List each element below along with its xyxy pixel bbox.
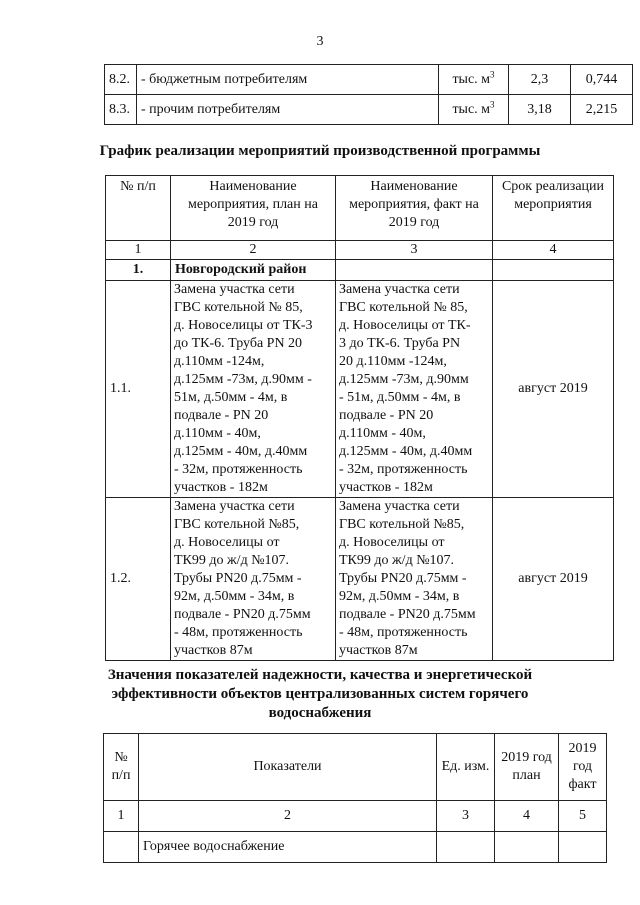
header-num: № п/п (104, 734, 139, 801)
row-number: 1.1. (106, 281, 171, 498)
plan-value: 3,18 (509, 95, 571, 125)
col-number: 3 (437, 801, 495, 832)
table-header-row (106, 176, 614, 241)
fact-value (559, 832, 607, 863)
col-number: 2 (171, 241, 336, 260)
unit-value (437, 832, 495, 863)
district-number: 1. (106, 260, 171, 281)
table-row (106, 498, 614, 661)
plan-description: Замена участка сети ГВС котельной № 85, д. Новоселицы от ТК-3 до ТК-6. Труба PN 20 д.110мм -124м, д.125мм -73м, д.90мм - 51м, д.50мм - 4м, в подвале - PN 20 д.110мм - 40м, д.125мм - 40м, д.40мм - 32м, протяженность участков - 182м (171, 281, 336, 498)
page-number: 3 (316, 34, 324, 49)
col-number: 4 (495, 801, 559, 832)
table-row (106, 281, 614, 498)
consumption-table (104, 64, 633, 125)
header-unit: Ед. изм. (437, 734, 495, 801)
empty-cell (493, 260, 614, 281)
section-title-indicators: Значения показателей надежности, качества и энергетической эффективности объектов централизованных систем горячего водоснабжения (107, 667, 533, 721)
indicators-table (103, 733, 607, 863)
unit-cell: тыс. $м^3$ (439, 95, 509, 125)
header-fact: 2019 год факт (559, 734, 607, 801)
schedule-table (105, 175, 614, 661)
district-name: Новгородский район (171, 260, 336, 281)
col-number: 5 (559, 801, 607, 832)
district-row (106, 260, 614, 281)
col-number: 1 (104, 801, 139, 832)
row-number: 8.3. (105, 95, 137, 125)
fact-description: Замена участка сети ГВС котельной № 85, д. Новоселицы от ТК- 3 до ТК-6. Труба PN 20 д.110мм -124м, д.125мм -73м, д.90мм - 51м, д.50мм - 4м, в подвале - PN 20 д.110мм - 40м, д.125мм - 40м, д.40мм - 32м, протяженность участков - 182м (336, 281, 493, 498)
empty-cell (336, 260, 493, 281)
row-name: - прочим потребителям (137, 95, 439, 125)
header-indicator: Показатели (139, 734, 437, 801)
table-row (105, 95, 633, 125)
header-plan: Наименование мероприятия, план на 2019 год (171, 176, 336, 241)
fact-value: 0,744 (571, 65, 633, 95)
header-num: № п/п (106, 176, 171, 241)
col-number: 4 (493, 241, 614, 260)
col-number: 2 (139, 801, 437, 832)
plan-value (495, 832, 559, 863)
row-name: - бюджетным потребителям (137, 65, 439, 95)
col-number: 1 (106, 241, 171, 260)
term-value: август 2019 (493, 281, 614, 498)
row-name: Горячее водоснабжение (139, 832, 437, 863)
table-header-row (104, 734, 607, 801)
row-number: 1.2. (106, 498, 171, 661)
plan-description: Замена участка сети ГВС котельной №85, д. Новоселицы от ТК99 до ж/д №107. Трубы PN20 д.75мм - 92м, д.50мм - 34м, в подвале - PN20 д.75мм - 48м, протяженность участков 87м (171, 498, 336, 661)
plan-value: 2,3 (509, 65, 571, 95)
column-number-row (104, 801, 607, 832)
term-value: август 2019 (493, 498, 614, 661)
table-row (104, 832, 607, 863)
header-term: Срок реализации мероприятия (493, 176, 614, 241)
row-number (104, 832, 139, 863)
table-row (105, 65, 633, 95)
column-number-row (106, 241, 614, 260)
col-number: 3 (336, 241, 493, 260)
header-plan: 2019 год план (495, 734, 559, 801)
header-fact: Наименование мероприятия, факт на 2019 год (336, 176, 493, 241)
unit-cell: тыс. $м^3$ (439, 65, 509, 95)
fact-value: 2,215 (571, 95, 633, 125)
fact-description: Замена участка сети ГВС котельной №85, д. Новоселицы от ТК99 до ж/д №107. Трубы PN20 д.75мм - 92м, д.50мм - 34м, в подвале - PN20 д.75мм - 48м, протяженность участков 87м (336, 498, 493, 661)
section-title-schedule: График реализации мероприятий производственной программы (99, 143, 541, 159)
row-number: 8.2. (105, 65, 137, 95)
